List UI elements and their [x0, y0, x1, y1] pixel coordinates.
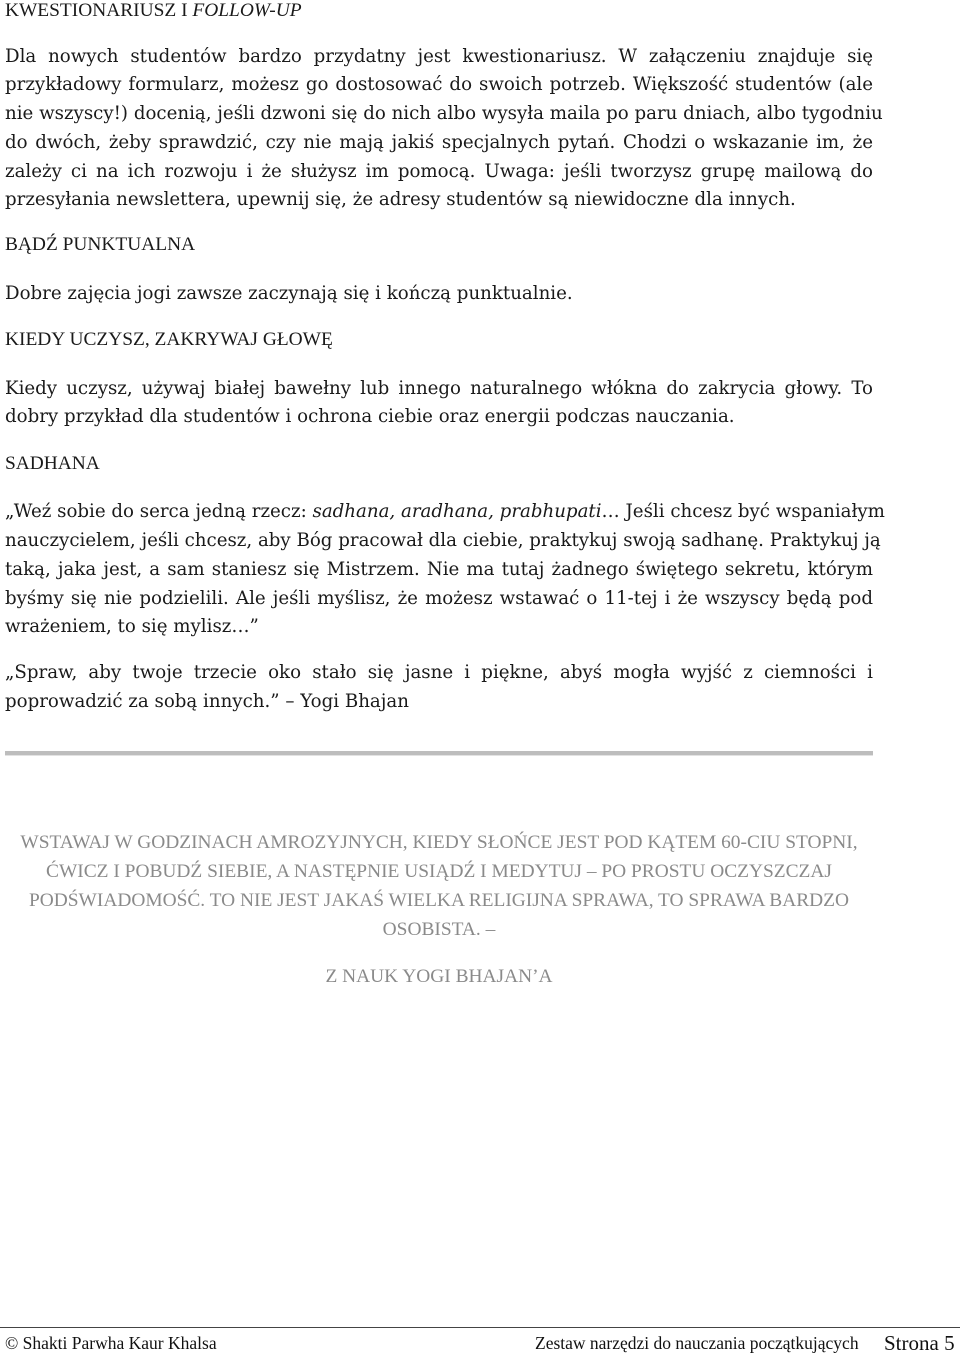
paragraph-line: Dla nowych studentów bardzo przydatny jest kwestionariusz. W załączeniu znajduje się — [5, 46, 873, 67]
paragraph-line: Dobre zajęcia jogi zawsze zaczynają się i kończą punktualnie. — [5, 283, 573, 304]
callout-attribution: Z NAUK YOGI BHAJAN’A — [325, 966, 553, 987]
section-heading-questionnaire — [5, 0, 302, 24]
section-heading-head-cover: KIEDY UCZYSZ, ZAKRYWAJ GŁOWĘ — [5, 329, 333, 350]
section-heading-sadhana: SADHANA — [5, 453, 100, 474]
heading-text: KWESTIONARIUSZ I — [5, 0, 193, 21]
paragraph-line: dobry przykład dla studentów i ochrona ciebie oraz energii podczas nauczania. — [5, 406, 735, 427]
quote-italic-text: sadhana, aradhana, prabhupati — [312, 501, 602, 522]
callout-line: OSOBISTA. – — [382, 919, 496, 940]
paragraph-line: przykładowy formularz, możesz go dostosować do swoich potrzeb. Większość studentów (ale — [5, 74, 873, 95]
quote-text: „Weź sobie do serca jedną rzecz: — [5, 501, 313, 522]
paragraph-line: zależy ci na ich rozwoju i że służysz im pomocą. Uwaga: jeśli tworzysz grupę mailową do — [5, 161, 873, 182]
footer-page-number: Strona 5 — [884, 1331, 955, 1355]
paragraph-line: Kiedy uczysz, używaj białej bawełny lub innego naturalnego włókna do zakrycia głowy. To — [5, 378, 873, 399]
quote-line: poprowadzić za sobą innych.” – Yogi Bhajan — [5, 691, 409, 712]
callout-line: PODŚWIADOMOŚĆ. TO NIE JEST JAKAŚ WIELKA RELIGIJNA SPRAWA, TO SPRAWA BARDZO — [28, 890, 849, 911]
quote-line: „Spraw, aby twoje trzecie oko stało się jasne i piękne, abyś mogła wyjść z ciemności i — [5, 662, 873, 683]
callout-line: WSTAWAJ W GODZINACH AMROZYJNYCH, KIEDY SŁOŃCE JEST POD KĄTEM 60-CIU STOPNI, — [20, 832, 858, 853]
quote-line: wrażeniem, to się mylisz…” — [5, 616, 259, 637]
footer-doc-title: Zestaw narzędzi do nauczania początkujących — [535, 1333, 859, 1353]
heading-italic-text: FOLLOW-UP — [192, 0, 302, 21]
paragraph-line: nie wszyscy!) docenią, jeśli dzwoni się do nich albo wysyła maila po paru dniach, albo tygodniu — [5, 103, 883, 124]
paragraph-line: przesyłania newslettera, upewnij się, że adresy studentów są niewidoczne dla innych. — [5, 189, 796, 210]
quote-text: … Jeśli chcesz być wspaniałym — [601, 501, 885, 522]
paragraph-line: do dwóch, żeby sprawdzić, czy nie mają jakiś specjalnych pytań. Chodzi o wskazanie im, że — [5, 132, 873, 153]
section-separator — [5, 751, 873, 756]
quote-line: taką, jaka jest, a sam staniesz się Mistrzem. Nie ma tutaj żadnego świętego sekretu, którym — [5, 559, 873, 580]
quote-line: byśmy się nie podzielili. Ale jeśli myślisz, że możesz wstawać o 11-tej i że wszyscy będą pod — [5, 588, 873, 609]
quote-line: nauczycielem, jeśli chcesz, aby Bóg pracował dla ciebie, praktykuj swoją sadhanę. Praktykuj ją — [5, 530, 881, 551]
callout-line: ĆWICZ I POBUDŹ SIEBIE, A NASTĘPNIE USIĄDŹ I MEDYTUJ – PO PROSTU OCZYSZCZAJ — [46, 861, 832, 882]
footer-rule — [0, 1327, 960, 1328]
section-heading-punctuality: BĄDŹ PUNKTUALNA — [5, 234, 196, 255]
footer-copyright: © Shakti Parwha Kaur Khalsa — [5, 1333, 217, 1353]
quote-line — [5, 499, 885, 525]
